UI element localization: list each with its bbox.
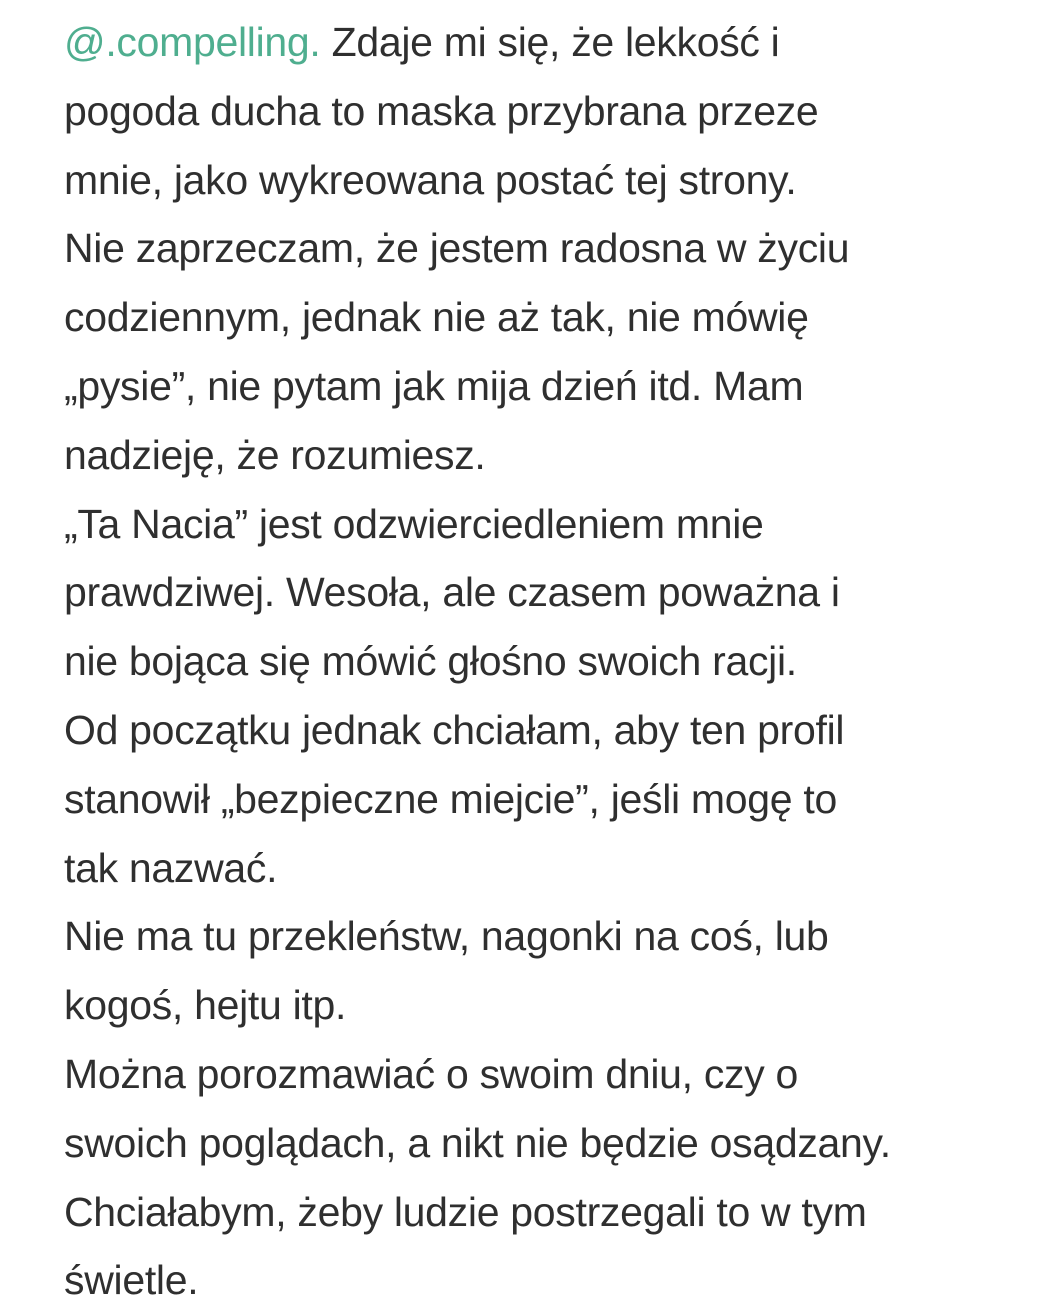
comment-line: codziennym, jednak nie aż tak, nie mówię bbox=[64, 294, 809, 341]
comment-line: Nie zaprzeczam, że jestem radosna w życiu bbox=[64, 225, 850, 272]
comment-line: „Ta Nacia” jest odzwierciedleniem mnie bbox=[64, 500, 764, 547]
comment-line: prawdziwej. Wesoła, ale czasem poważna i bbox=[64, 569, 840, 616]
comment-line: Chciałabym, żeby ludzie postrzegali to w tym bbox=[64, 1188, 867, 1235]
comment-line: swoich poglądach, a nikt nie będzie osądzany. bbox=[64, 1119, 891, 1166]
comment-line: Nie ma tu przekleństw, nagonki na coś, lub bbox=[64, 913, 829, 960]
comment-line: tak nazwać. bbox=[64, 844, 278, 891]
comment-line: „pysie”, nie pytam jak mija dzień itd. Mam bbox=[64, 362, 804, 409]
comment-line bbox=[64, 8, 1054, 77]
comment-body bbox=[64, 8, 1054, 1315]
comment-line: nie bojąca się mówić głośno swoich racji. bbox=[64, 638, 797, 685]
comment-line: mnie, jako wykreowana postać tej strony. bbox=[64, 156, 797, 203]
comment-line: kogoś, hejtu itp. bbox=[64, 982, 347, 1029]
comment-line: nadzieję, że rozumiesz. bbox=[64, 431, 486, 478]
comment-line: Można porozmawiać o swoim dniu, czy o bbox=[64, 1050, 799, 1097]
comment-line: Od początku jednak chciałam, aby ten profil bbox=[64, 706, 845, 753]
comment-line: pogoda ducha to maska przybrana przeze bbox=[64, 87, 819, 134]
user-mention-link[interactable]: @.compelling. bbox=[64, 19, 321, 65]
comment-line: świetle. bbox=[64, 1257, 199, 1304]
comment-line: stanowił „bezpieczne miejcie”, jeśli mogę to bbox=[64, 775, 837, 822]
comment-text: Zdaje mi się, że lekkość i bbox=[320, 19, 780, 65]
